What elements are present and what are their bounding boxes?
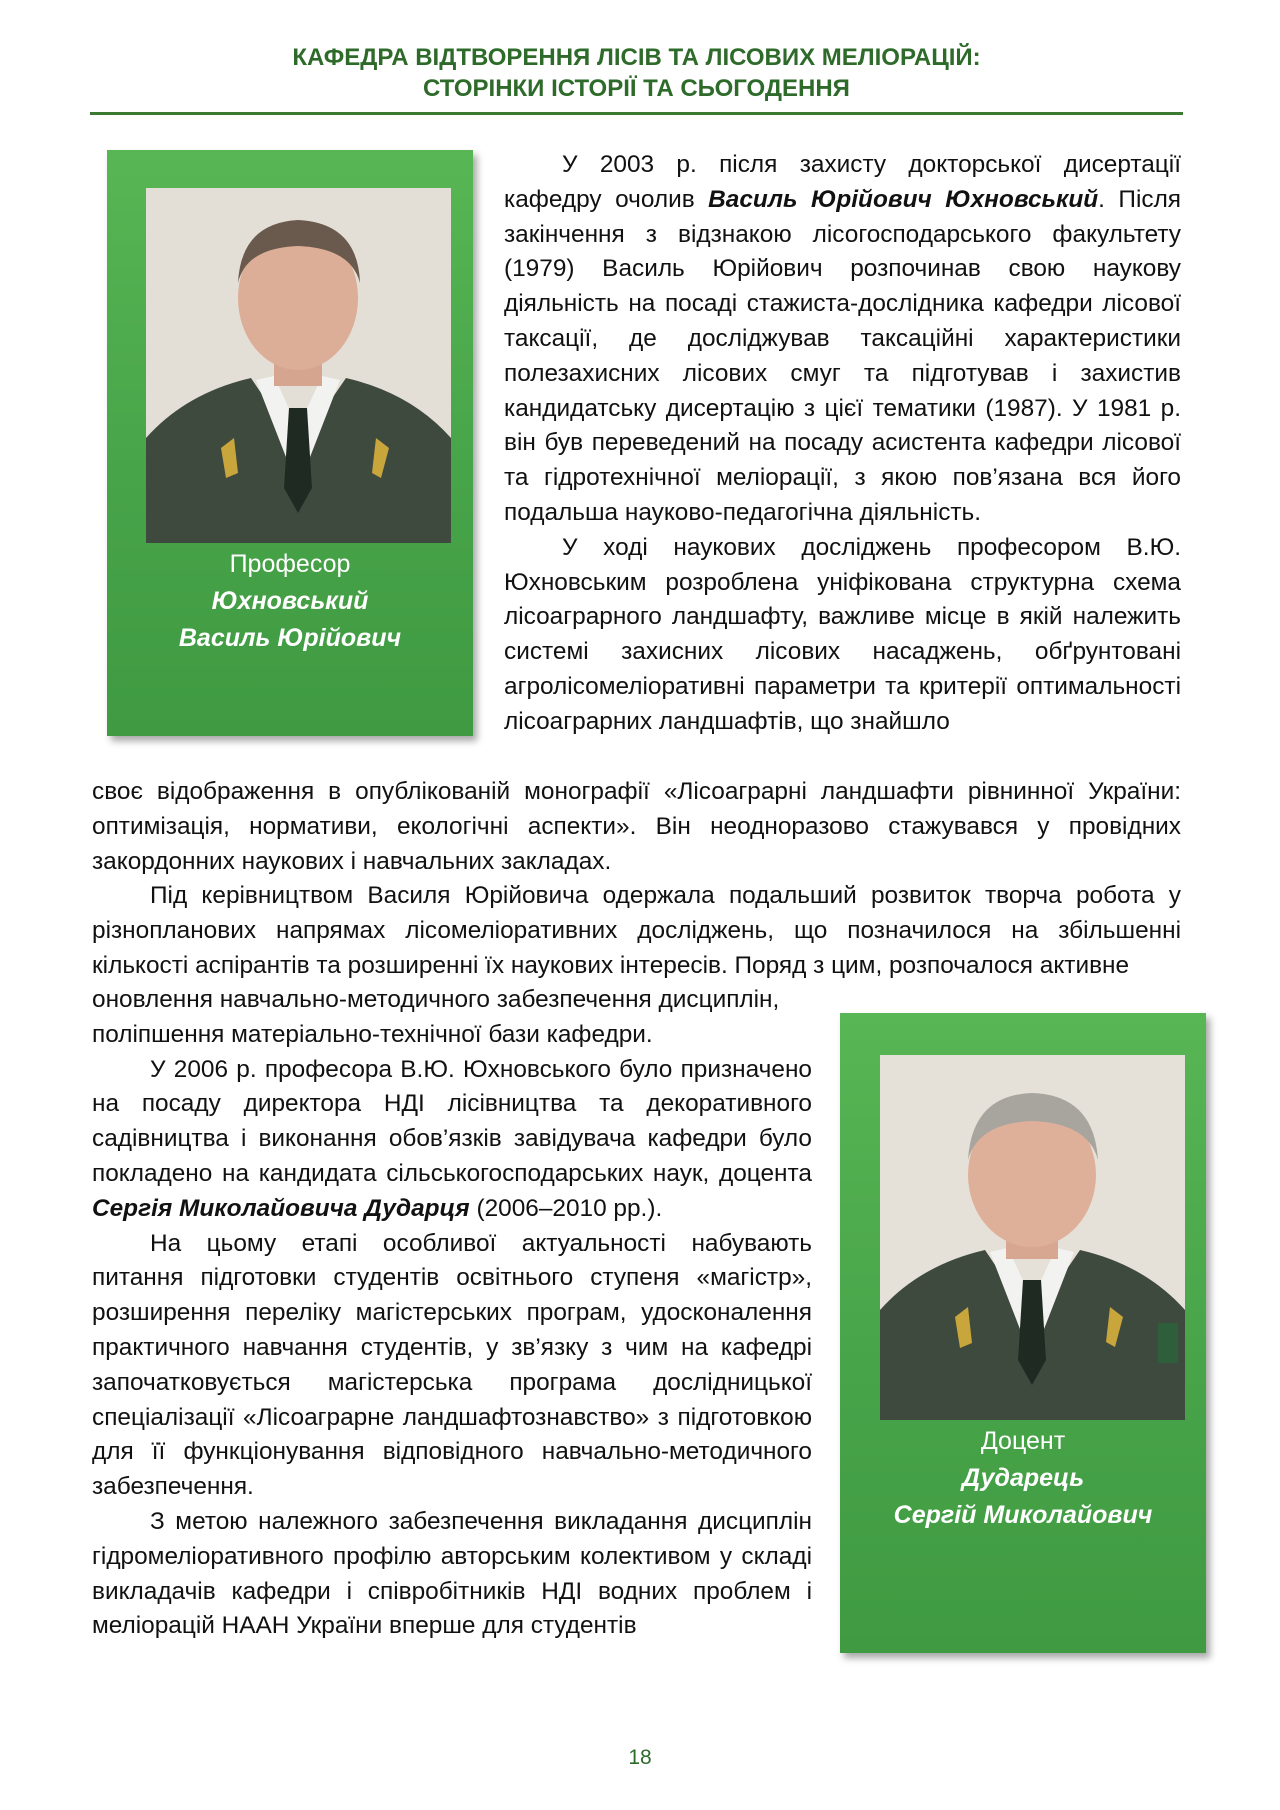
portrait-card-docent — [840, 1013, 1206, 1653]
portrait-card-professor — [107, 150, 473, 736]
header-line-1: КАФЕДРА ВІДТВОРЕННЯ ЛІСІВ ТА ЛІСОВИХ МЕЛІОРАЦІЙ: — [292, 44, 981, 71]
paragraph-2-end: своє відображення в опублікованій монографії «Лісоаграрні ландшафти рівнинної України: оптимізація, нормативи, екологічні аспекти». Він неодноразово стажувався у провідних закордонних наукових і навчальних закладах. — [92, 778, 1181, 875]
running-header — [90, 42, 1183, 104]
paragraph-3-start: Під керівництвом Василя Юрійовича одержала подальший розвиток творча робота у різнопланових напрямах лісомеліоративних досліджень, що позначилося на збільшенні кількості аспірантів та розширенні їх наукових інтересів. Поряд з цим, розпочалося активне — [92, 882, 1181, 979]
caption-given-name: Сергій Миколайович — [893, 1501, 1153, 1529]
paragraph-1 — [504, 148, 1181, 531]
text-column-bottom-left — [92, 983, 812, 1644]
header-line-2: СТОРІНКИ ІСТОРІЇ ТА СЬОГОДЕННЯ — [423, 75, 850, 102]
paragraph-4 — [92, 1053, 812, 1227]
caption-given-name: Василь Юрійович — [178, 624, 402, 652]
caption-surname: Юхновський — [211, 587, 369, 615]
caption-rank: Професор — [229, 550, 351, 578]
paragraph-5: На цьому етапі особливої актуальності набувають питання підготовки студентів освітнього ступеня «магістр», розширення переліку магістерських програм, удосконалення практичного навчання студентів, у зв’язку з чим на кафедрі започатковується магістерська програма дослідницької спеціалізації «Лісоаграрне ландшафтознавство» з підготовкою для її функціонування відповідного навчально-методичного забезпечення. — [92, 1229, 812, 1501]
paragraph-1-text-b: . Після закінчення з відзнакою лісогосподарського факультету (1979) Василь Юрійович розпочинав свою наукову діяльність на посаді стажиста-дослідника кафедри лісової таксації, де досліджував таксаційні характеристики полезахисних лісових смуг та підготував і захистив кандидатську дисертацію з цієї тематики (1987). У 1981 р. він був переведений на посаду асистента кафедри лісової та гідротехнічної меліорації, з якою пов’язана вся його подальша науково-педагогічна діяльність. — [504, 185, 1182, 526]
paragraph-1-text-a: У 2003 р. після захисту докторської дисертації кафедру очолив — [504, 151, 1181, 213]
paragraph-3-end: оновлення навчально-методичного забезпечення дисциплін, поліпшення матеріально-технічної бази кафедри. — [92, 986, 780, 1048]
caption-surname: Дударець — [961, 1464, 1085, 1492]
header-rule — [90, 112, 1183, 115]
person-name-2: Сергія Миколайовича Дударця — [92, 1194, 470, 1222]
page-number: 18 — [628, 1746, 652, 1769]
paragraph-2-start: У ході наукових досліджень професором В.Ю. Юхновським розроблена уніфікована структурна схема лісоаграрного ландшафту, важливе місце в якій належить системі захисних лісових насаджень, обґрунтовані агролісомеліоративні параметри та критерії оптимальності лісоаграрних ландшафтів, що знайшло — [504, 533, 1181, 735]
portrait-caption-docent — [840, 1423, 1206, 1534]
portrait-caption-professor — [107, 546, 473, 657]
paragraph-4-text-a: У 2006 р. професора В.Ю. Юхновського було призначено на посаду директора НДІ лісівництва та декоративного садівництва і виконання обов’язків завідувача кафедри було покладено на кандидата сільськогосподарських наук, доцента — [92, 1055, 812, 1187]
paragraph-4-text-b: (2006–2010 рр.). — [469, 1194, 663, 1222]
text-column-full — [92, 775, 1181, 984]
person-name-1: Василь Юрійович Юхновський — [708, 185, 1099, 213]
text-column-top-right — [504, 148, 1181, 740]
caption-rank: Доцент — [980, 1427, 1066, 1455]
portrait-photo-professor — [146, 188, 451, 543]
paragraph-6: З метою належного забезпечення викладання дисциплін гідромеліоративного профілю авторським колективом у складі викладачів кафедри і співробітників НДІ водних проблем і меліорацій НААН України вперше для студентів — [92, 1507, 812, 1640]
portrait-photo-docent — [880, 1055, 1185, 1420]
